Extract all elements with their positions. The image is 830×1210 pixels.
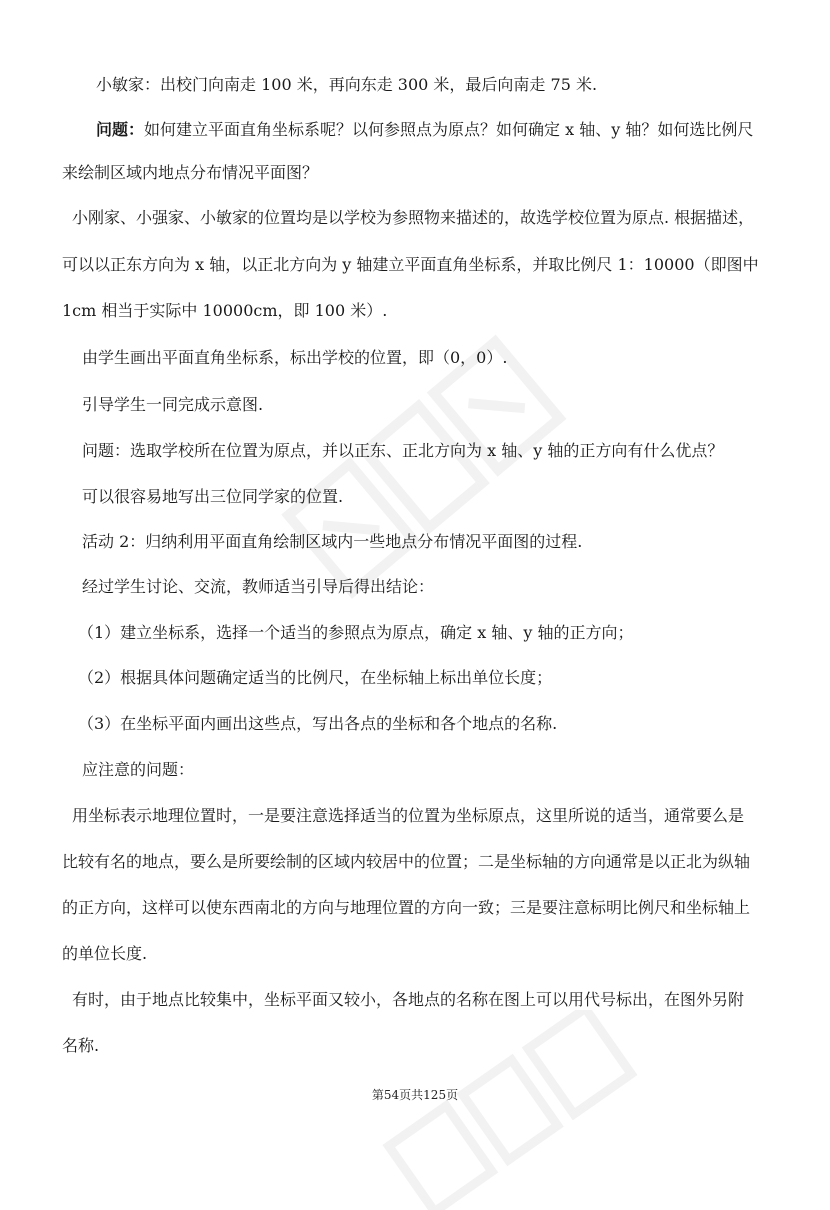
text-line-18: 比较有名的地点，要么是所要绘制的区域内较居中的位置；二是坐标轴的方向通常是以正北为纵轴 [62, 852, 751, 871]
text-line-3: 来绘制区域内地点分布情况平面图？ [62, 163, 319, 182]
text-line-21: 有时，由于地点比较集中，坐标平面又较小，各地点的名称在图上可以用代号标出，在图外另附 [72, 990, 745, 1009]
text-line-4: 小刚家、小强家、小敏家的位置均是以学校为参照物来描述的，故选学校位置为原点. 根据描述， [72, 208, 755, 227]
text-line-6: 1cm 相当于实际中 10000cm，即 100 米）. [62, 301, 388, 320]
text-line-19: 的正方向，这样可以使东西南北的方向与地理位置的方向一致；三是要注意标明比例尺和坐标轴上 [62, 898, 751, 917]
text-line-22: 名称. [62, 1036, 100, 1055]
text-line-1: 小敏家：出校门向南走 100 米，再向东走 300 米，最后向南走 75 米. [96, 75, 598, 94]
text-line-10: 可以很容易地写出三位同学家的位置. [82, 487, 344, 506]
list-item-3: （3）在坐标平面内画出这些点，写出各点的坐标和各个地点的名称. [78, 714, 558, 733]
text-line-20: 的单位长度. [62, 944, 148, 963]
text-line-11: 活动 2：归纳利用平面直角绘制区域内一些地点分布情况平面图的过程. [82, 532, 583, 551]
question-label: 问题： [96, 120, 145, 139]
text-line-9: 问题：选取学校所在位置为原点，并以正东、正北方向为 x 轴、y 轴的正方向有什么优点？ [82, 441, 724, 460]
question-line [96, 120, 811, 140]
text-line-7: 由学生画出平面直角坐标系，标出学校的位置，即（0，0）. [82, 348, 508, 367]
text-line-17: 用坐标表示地理位置时，一是要注意选择适当的位置为坐标原点，这里所说的适当，通常要么是 [72, 806, 745, 825]
text-line-5: 可以以正东方向为 x 轴，以正北方向为 y 轴建立平面直角坐标系，并取比例尺 1：10000（即图中 [62, 255, 759, 274]
text-line-8: 引导学生一同完成示意图. [82, 395, 264, 414]
text-line-16: 应注意的问题： [82, 760, 195, 779]
page-number-footer: 第54页共125页 [371, 1088, 459, 1102]
list-item-1: （1）建立坐标系，选择一个适当的参照点为原点，确定 x 轴、y 轴的正方向； [78, 623, 634, 642]
list-item-2: （2）根据具体问题确定适当的比例尺，在坐标轴上标出单位长度； [78, 668, 553, 687]
question-text: 如何建立平面直角坐标系呢？以何参照点为原点？如何确定 x 轴、y 轴？如何选比例尺 [144, 120, 754, 139]
text-line-12: 经过学生讨论、交流，教师适当引导后得出结论： [82, 577, 435, 596]
